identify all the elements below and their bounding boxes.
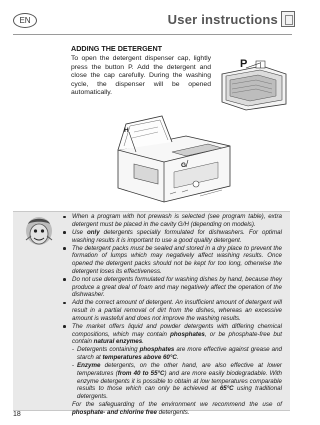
cavity-h-label: H (124, 127, 129, 134)
tip-correct-amount: Add the correct amount of detergent. An insufficient amount of detergent will result in a partial removal of dirt from the dishes, whereas an excessive amount is wasteful and does not improve the washing results. (63, 299, 282, 322)
mascot-chef-icon (22, 214, 56, 248)
section-title: ADDING THE DETERGENT (71, 44, 163, 53)
sub-item-enzymes: - Enzyme detergents, on the other hand, are also effective at lower temperatures (from 40 to 55°C) and are more easily biodegradable. With enzyme detergents it is possible to obtain at low temperatures comparable results to those which can only be achieved at 65°C using traditional detergents. (72, 362, 283, 401)
button-p-label: P (240, 58, 248, 70)
tip-no-hand-detergent: Do not use detergents formulated for washing dishes by hand, because they produce a great deal of foam and may negatively affect the operation of the dishwasher. (63, 276, 282, 299)
tip-hot-prewash: When a program with hot prewash is selected (see program table), extra detergent must be placed in the cavity G/H (depending on models). (63, 213, 282, 228)
panel-top-rule (13, 211, 290, 212)
dispenser-open-illustration (112, 112, 252, 206)
page-header-title: User instructions (167, 12, 278, 27)
tip-detergent-types: The market offers liquid and powder detergents with differing chemical compositions, which may contain phosphates, or be phosphate-free but contain natural enzymes. - Detergents containing phosphates are more effective against grease and starch at temperatures above 60°C. - Enzyme detergents, on the other hand, are also effective at lower temperatures (from 40 to 55°C) and are more easily biodegradable. With enzyme detergents it is possible to obtain at low temperatures comparable results to those which can only be achieved at 65°C using traditional detergents. For the safeguarding of the environment we recommend the use of phosphate- and chlorine free detergents. (63, 323, 282, 417)
tip-storage: The detergent packs must be sealed and stored in a dry place to prevent the formation of lumps which may negatively affect washing results. Once opened the detergent packs should not be kept for too long, otherwise the detergent loses its effectiveness. (63, 245, 282, 276)
intro-paragraph: To open the detergent dispenser cap, lightly press the button P. Add the detergent and close the cap carefully. During the washing cycle, the dispenser will be opened automatically. (71, 55, 211, 97)
language-badge: EN (13, 13, 37, 28)
sub-item-phosphates: - Detergents containing phosphates are more effective against grease and starch at temperatures above 60°C. (72, 346, 282, 362)
header-divider (13, 34, 292, 35)
environment-note: For the safeguarding of the environment we recommend the use of phosphate- and chlorine free detergents. (72, 401, 282, 417)
page-number: 18 (13, 411, 21, 418)
dispenser-closeup-illustration (216, 60, 290, 112)
cavity-g-label: G (181, 162, 187, 169)
tip-use-dishwasher-detergent: Use only detergents specially formulated for dishwashers. For optimal washing results it is important to use a good quality detergent. (63, 229, 282, 244)
dishwasher-logo-icon (281, 11, 295, 27)
tips-list (63, 213, 282, 417)
